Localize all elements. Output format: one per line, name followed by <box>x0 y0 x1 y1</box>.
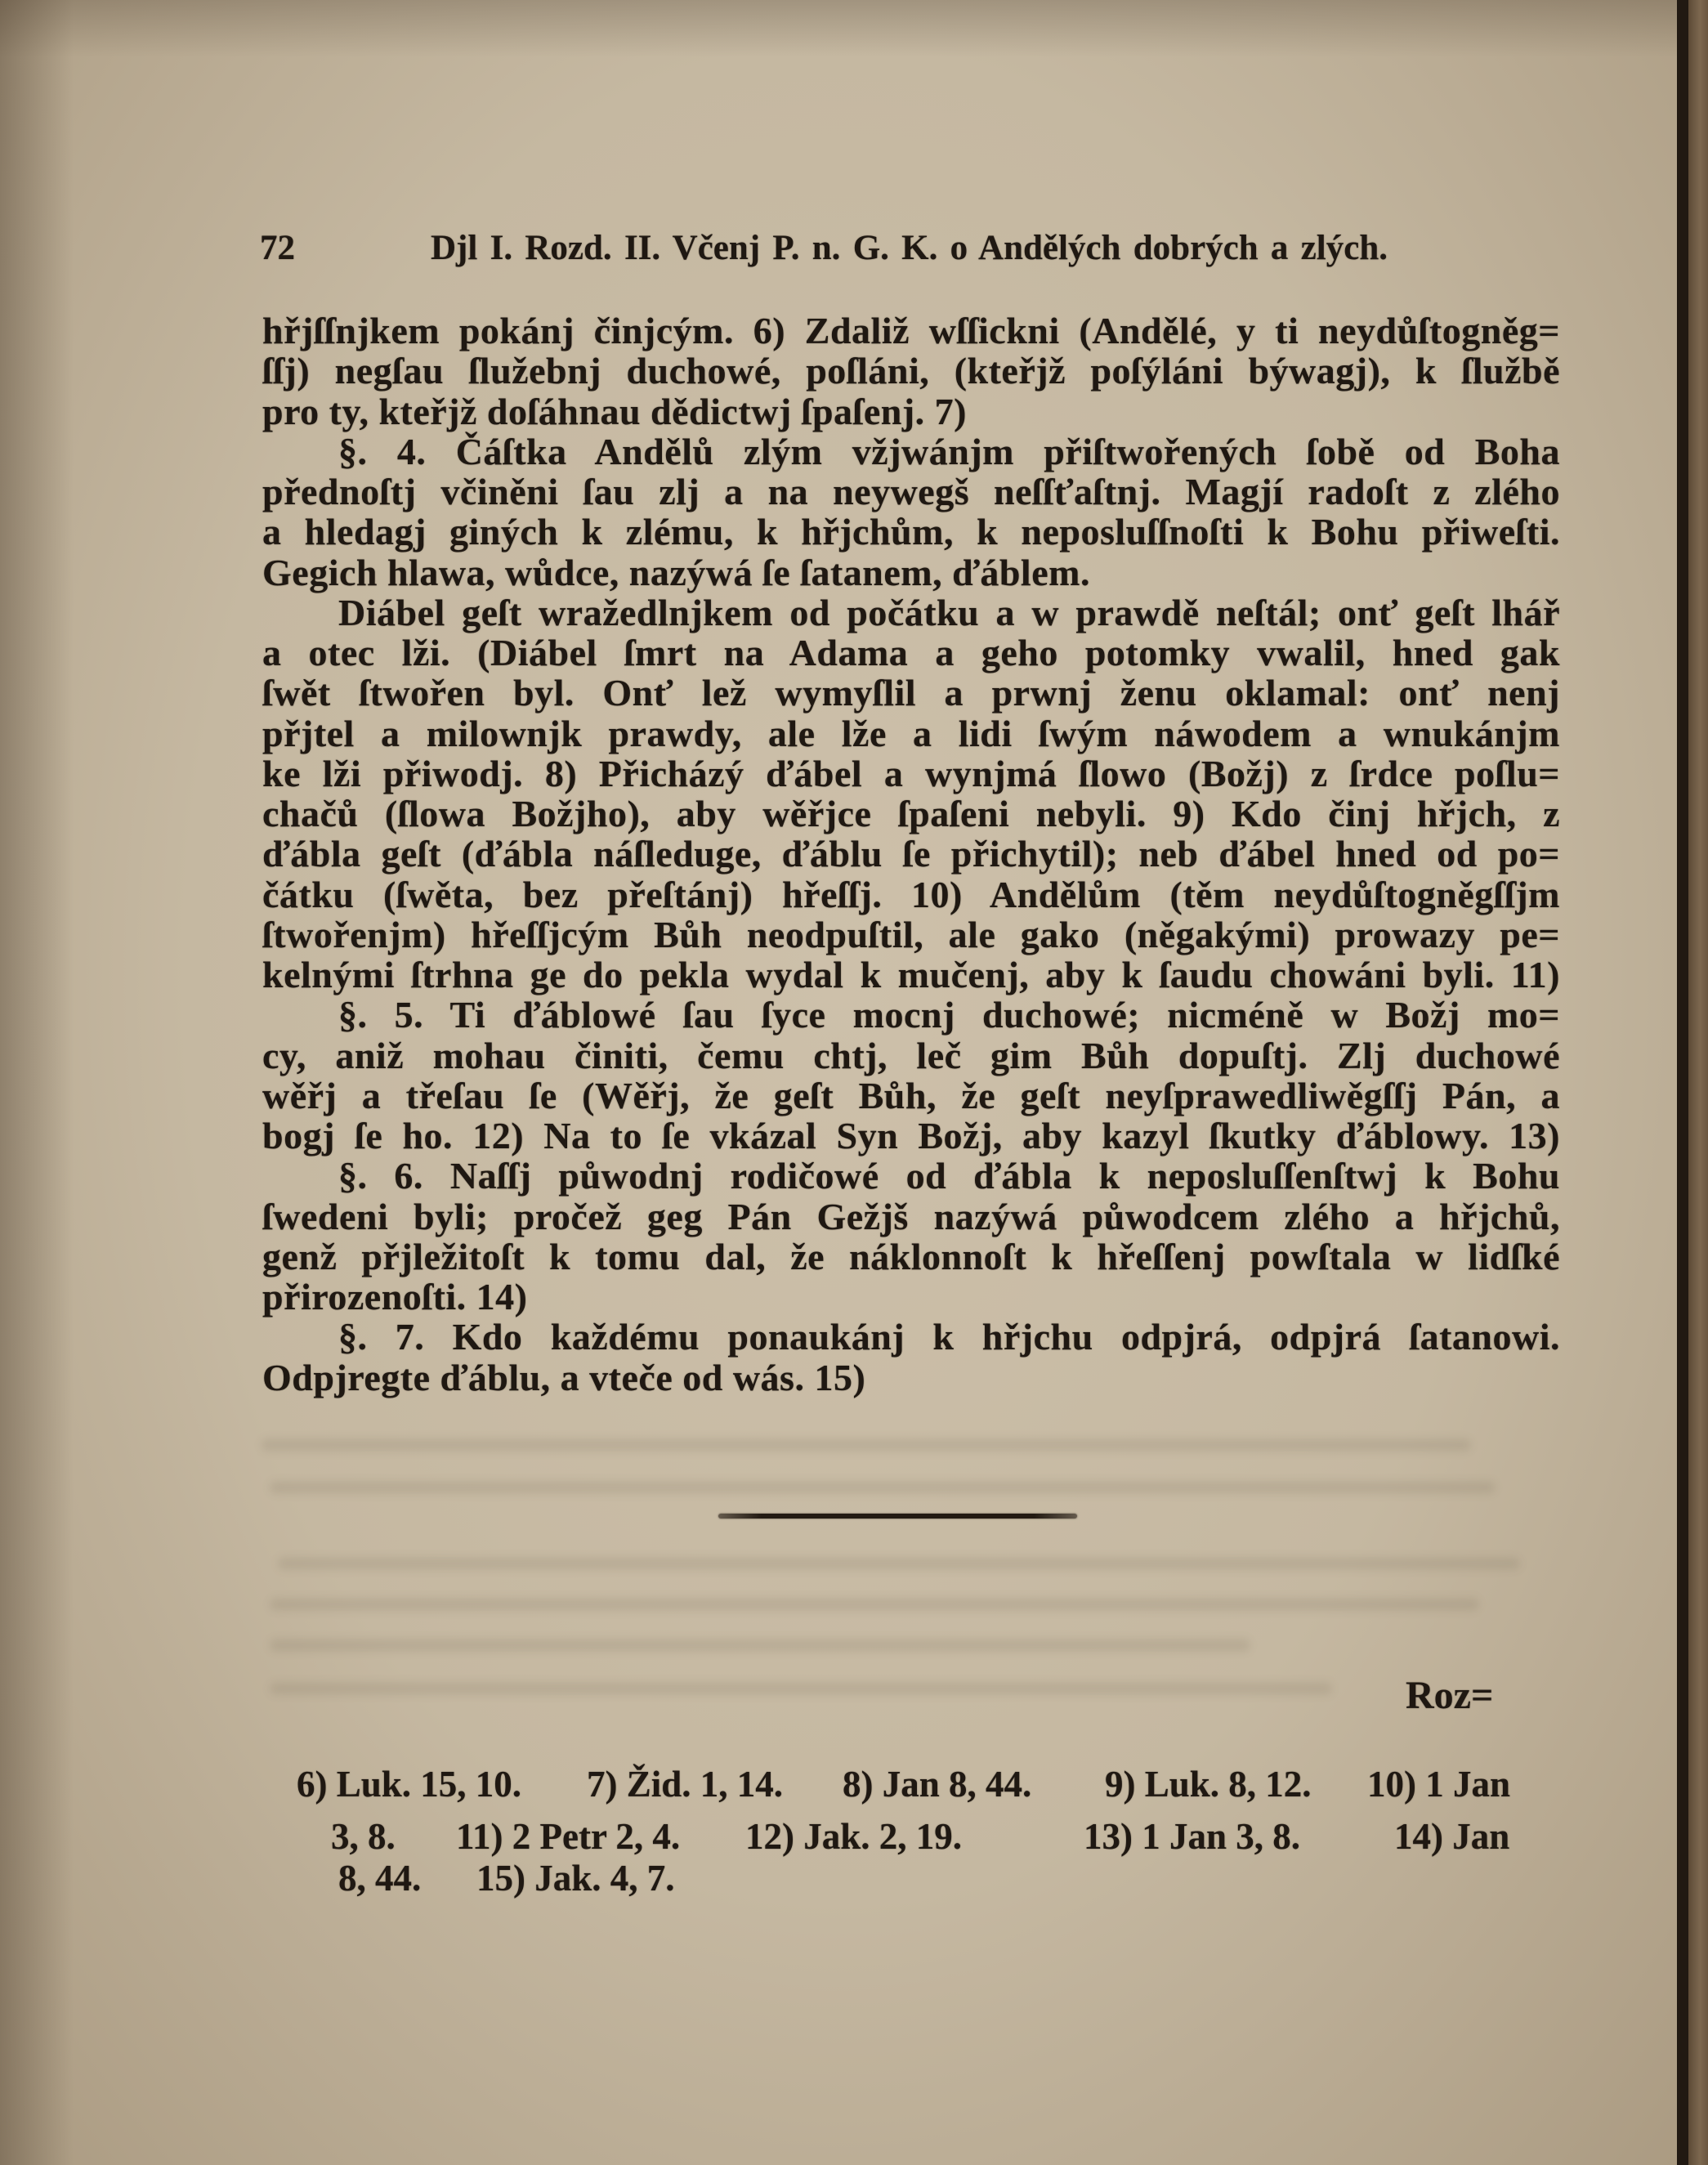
text-line: ſſj) negſau ſlužebnj duchowé, poſláni, (kteřjž poſýláni býwagj), k ſlužbě <box>262 350 1560 392</box>
section-4-line: §. 4. Čáſtka Andělů zlým vžjwánjm přiſtwořených ſobě od Boha <box>338 430 1560 472</box>
bleed-through-smudge <box>270 1682 1332 1695</box>
bleed-through-smudge <box>270 1481 1496 1494</box>
book-gutter <box>1677 0 1688 2165</box>
text-line: ďábla geſt (ďábla náſleduge, ďáblu ſe přichytil); neb ďábel hned od po= <box>262 833 1560 875</box>
section-divider-rule <box>718 1514 1077 1519</box>
text-line: ſtwořenjm) hřeſſjcým Bůh neodpuſtil, ale gako (něgakými) prowazy pe= <box>262 913 1560 955</box>
page-number: 72 <box>260 229 295 267</box>
running-head: Djl I. Rozd. II. Včenj P. n. G. K. o Andělých dobrých a zlých. <box>431 229 1388 267</box>
text-line: bogj ſe ho. 12) Na to ſe vkázal Syn Božj, aby kazyl ſkutky ďáblowy. 13) <box>262 1115 1560 1156</box>
next-page-edge <box>1688 0 1708 2165</box>
section-6-line: §. 6. Naſſj půwodnj rodičowé od ďábla k neposluſſenſtwj k Bohu <box>338 1155 1560 1197</box>
bleed-through-smudge <box>262 1438 1471 1452</box>
footnote-ref: 3, 8. <box>331 1816 396 1857</box>
text-line: wěřj a třeſau ſe (Wěřj, že geſt Bůh, že geſt neyſprawedliwěgſſj Pán, a <box>262 1074 1560 1116</box>
text-line: ſwedeni byli; pročež geg Pán Gežjš nazýwá půwodcem zlého a hřjchů, <box>262 1195 1560 1237</box>
bleed-through-smudge <box>278 1557 1520 1570</box>
text-line: genž přjležitoſt k tomu dal, že náklonnoſt k hřeſſenj powſtala w lidſké <box>262 1235 1560 1277</box>
text-line: čátku (ſwěta, bez přeſtánj) hřeſſj. 10) Andělům (těm neydůſtogněgſſjm <box>262 873 1560 915</box>
footnote-ref: 13) 1 Jan 3, 8. <box>1084 1816 1301 1857</box>
text-line: přirozenoſti. 14) <box>262 1276 528 1317</box>
footnote-ref: 6) Luk. 15, 10. <box>297 1764 522 1805</box>
text-line: a otec lži. (Diábel ſmrt na Adama a geho potomky vwalil, hned gak <box>262 632 1560 673</box>
text-line: ſwět ſtwořen byl. Onť lež wymyſlil a prwnj ženu oklamal: onť nenj <box>262 672 1560 714</box>
footnote-ref: 11) 2 Petr 2, 4. <box>456 1816 681 1857</box>
bleed-through-smudge <box>270 1639 1250 1652</box>
section-7-line: §. 7. Kdo každému ponaukánj k hřjchu odpjrá, odpjrá ſatanowi. <box>338 1316 1560 1358</box>
text-line: cy, aniž mohau činiti, čemu chtj, leč gim Bůh dopuſtj. Zlj duchowé <box>262 1034 1560 1076</box>
text-line: ke lži přiwodj. 8) Přicházý ďábel a wynjmá ſlowo (Božj) z ſrdce poſlu= <box>262 752 1560 794</box>
footnote-ref: 10) 1 Jan <box>1367 1764 1511 1805</box>
text-line: kelnými ſtrhna ge do pekla wydal k mučenj, aby k ſaudu chowáni byli. 11) <box>262 954 1560 995</box>
text-line: přednoſtj včiněni ſau zlj a na neywegš neſſťaſtnj. Magjí radoſt z zlého <box>262 471 1560 512</box>
footnote-ref: 14) Jan <box>1394 1816 1510 1857</box>
text-line: přjtel a milownjk prawdy, ale lže a lidi ſwým náwodem a wnukánjm <box>262 712 1560 754</box>
footnote-ref: 12) Jak. 2, 19. <box>745 1816 963 1857</box>
text-line: a hledagj giných k zlému, k hřjchům, k neposluſſnoſti k Bohu přiweſti. <box>262 511 1560 553</box>
body-text <box>262 311 1560 1398</box>
text-line: Gegich hlawa, wůdce, nazýwá ſe ſatanem, ďáblem. <box>262 551 1090 593</box>
text-line: hřjſſnjkem pokánj činjcým. 6) Zdaliž wſſickni (Andělé, y ti neydůſtogněg= <box>262 310 1560 351</box>
paragraph-start-line: Diábel geſt wražedlnjkem od počátku a w prawdě neſtál; onť geſt lhář <box>338 591 1560 633</box>
text-line: Odpjregte ďáblu, a vteče od wás. 15) <box>262 1356 866 1398</box>
footnote-ref: 9) Luk. 8, 12. <box>1105 1764 1312 1805</box>
footnote-ref: 7) Žid. 1, 14. <box>587 1764 784 1805</box>
section-5-line: §. 5. Ti ďáblowé ſau ſyce mocnj duchowé; nicméně w Božj mo= <box>338 994 1560 1036</box>
text-line: chačů (ſlowa Božjho), aby wěřjce ſpaſeni nebyli. 9) Kdo činj hřjch, z <box>262 793 1560 834</box>
catchword: Roz= <box>1406 1674 1494 1717</box>
footnote-ref: 8, 44. <box>338 1858 422 1899</box>
text-line: pro ty, kteřjž doſáhnau dědictwj ſpaſenj. 7) <box>262 390 967 432</box>
footnote-ref: 8) Jan 8, 44. <box>843 1764 1032 1805</box>
footnote-ref: 15) Jak. 4, 7. <box>476 1858 675 1899</box>
bleed-through-smudge <box>270 1598 1479 1611</box>
